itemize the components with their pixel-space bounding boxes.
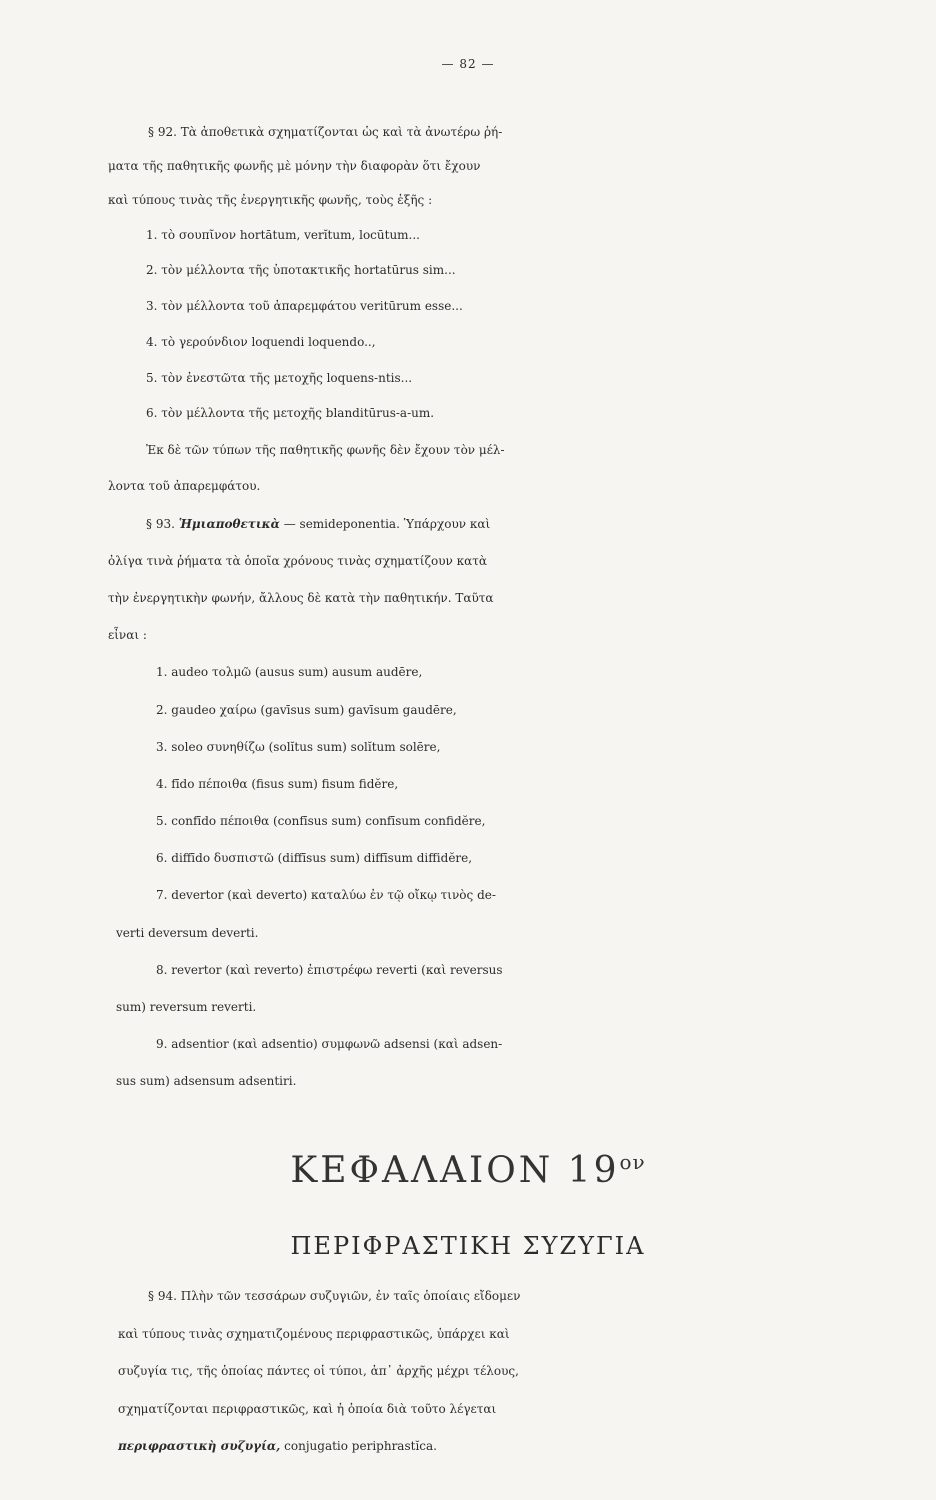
list-item-93-8: 8. revertor (καὶ reverto) ἐπιστρέφω reverti (καὶ reversus: [156, 963, 503, 977]
list-item-93-2: 2. gaudeo χαίρω (gavīsus sum) gavīsum gaudēre,: [156, 703, 457, 717]
list-item-93-7: 7. devertor (καὶ deverto) καταλύω ἐν τῷ οἴκῳ τινὸς de-: [156, 888, 496, 902]
section-94-mark: § 94.: [148, 1289, 177, 1303]
list-item-93-9-cont: sus sum) adsensum adsentiri.: [116, 1074, 297, 1088]
list-item-93-6: 6. diffīdo δυσπιστῶ (diffīsus sum) diffīsum diffidĕre,: [156, 851, 473, 865]
note-92-line-2: λοντα τοῦ ἀπαρεμφάτου.: [108, 479, 261, 493]
list-item-92-2: 2. τὸν μέλλοντα τῆς ὑποτακτικῆς hortatūrus sim...: [146, 263, 456, 277]
list-item-93-8-cont: sum) reversum reverti.: [116, 1000, 257, 1014]
chapter-title: ΚΕΦΑΛΑΙΟΝ $19^{o\nu}$: [290, 1150, 646, 1191]
term-periphrastic: περιφραστικὴ συζυγία,: [118, 1439, 281, 1453]
paragraph-94-line-3: συζυγία τις, τῆς ὁποίας πάντες οἱ τύποι, ἀπ᾽ ἀρχῆς μέχρι τέλους,: [118, 1364, 519, 1378]
list-item-93-7-cont: verti deversum deverti.: [116, 926, 259, 940]
list-item-93-9: 9. adsentior (καὶ adsentio) συμφωνῶ adsensi (καὶ adsen-: [156, 1037, 503, 1051]
list-item-92-1: 1. τὸ σουπῖνον hortātum, verĭtum, locūtum...: [146, 228, 420, 242]
paragraph-94-line-1: § 94. Πλὴν τῶν τεσσάρων συζυγιῶν, ἐν ταῖς ὁποίαις εἴδομεν: [148, 1289, 521, 1303]
page-number: — 82 —: [441, 57, 495, 71]
list-item-93-1: 1. audeo τολμῶ (ausus sum) ausum audēre,: [156, 665, 423, 679]
paragraph-93-line-4: εἶναι :: [108, 628, 147, 642]
paragraph-93-line-2: ὀλίγα τινὰ ῥήματα τὰ ὁποῖα χρόνους τινὰς σχηματίζουν κατὰ: [108, 554, 487, 568]
paragraph-93-line-3: τὴν ἐνεργητικὴν φωνήν, ἄλλους δὲ κατὰ τὴν παθητικήν. Ταῦτα: [108, 591, 494, 605]
paragraph-94-line-2: καὶ τύπους τινὰς σχηματιζομένους περιφραστικῶς, ὑπάρχει καὶ: [118, 1327, 510, 1341]
section-93-mark: § 93.: [146, 517, 175, 531]
list-item-93-3: 3. soleo συνηθίζω (solĭtus sum) solĭtum solēre,: [156, 740, 441, 754]
paragraph-92-line-3: καὶ τύπους τινὰς τῆς ἐνεργητικῆς φωνῆς, τοὺς ἑξῆς :: [108, 193, 433, 207]
term-semideponentia: Ἡμιαποθετικὰ: [178, 517, 280, 531]
list-item-92-5: 5. τὸν ἐνεστῶτα τῆς μετοχῆς loquens-ntis...: [146, 371, 413, 385]
paragraph-92-line-2: ματα τῆς παθητικῆς φωνῆς μὲ μόνην τὴν διαφορὰν ὅτι ἔχουν: [108, 159, 481, 173]
list-item-92-3: 3. τὸν μέλλοντα τοῦ ἀπαρεμφάτου veritūrum esse...: [146, 299, 463, 313]
paragraph-94-line-5: περιφραστικὴ συζυγία, conjugatio periphrastĭca.: [118, 1439, 437, 1453]
note-92-line-1: Ἐκ δὲ τῶν τύπων τῆς παθητικῆς φωνῆς δὲν ἔχουν τὸν μέλ-: [146, 443, 505, 457]
list-item-92-6: 6. τὸν μέλλοντα τῆς μετοχῆς blanditūrus-a-um.: [146, 406, 435, 420]
chapter-subtitle: ΠΕΡΙΦΡΑΣΤΙΚΗ ΣΥΖΥΓΙΑ: [290, 1232, 646, 1260]
paragraph-94-line-4: σχηματίζονται περιφραστικῶς, καὶ ἡ ὁποία διὰ τοῦτο λέγεται: [118, 1402, 497, 1416]
paragraph-93-line-1: § 93. Ἡμιαποθετικὰ — semideponentia. Ὑπάρχουν καὶ: [146, 517, 491, 531]
list-item-93-5: 5. confīdo πέποιθα (confīsus sum) confīsum confidĕre,: [156, 814, 486, 828]
list-item-93-4: 4. fīdo πέποιθα (fisus sum) fisum fidĕre,: [156, 777, 399, 791]
chapter-ordinal-suffix: ον: [619, 1150, 646, 1174]
paragraph-92-line-1: § 92. Τὰ ἀποθετικὰ σχηματίζονται ὡς καὶ τὰ ἀνωτέρω ῥή-: [148, 125, 503, 139]
list-item-92-4: 4. τὸ γερούνδιον loquendi loquendo..,: [146, 335, 376, 349]
section-92-mark: § 92.: [148, 125, 177, 139]
